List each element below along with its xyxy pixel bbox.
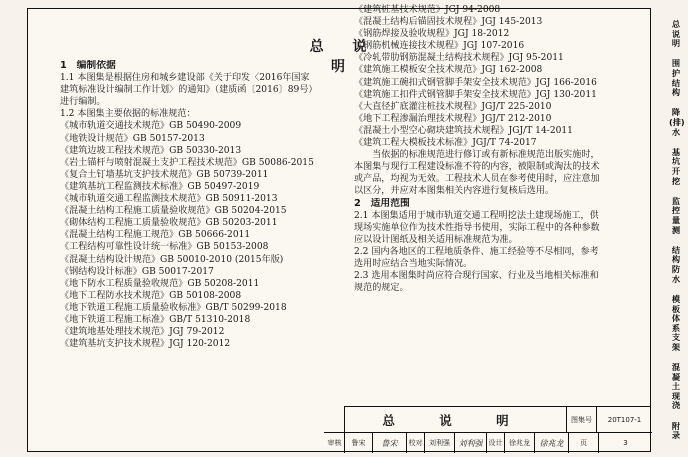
text-line: 《混凝土小型空心砌块建筑技术规程》JGJ/T 14-2011 <box>354 125 573 136</box>
text-line: 《城市轨道交通工程监测技术规范》GB 50911-2013 <box>60 194 278 205</box>
text-line: 1.1 本图集是根据住房和城乡建设部《关于印发〈2016年国家 <box>60 73 310 84</box>
design-label: 设计 <box>487 433 505 453</box>
sidebar-tab[interactable]: 混凝土现浇 <box>671 362 681 411</box>
title-block <box>327 406 651 452</box>
page-title: 总 说 明 <box>309 39 379 75</box>
text-line: 《砌体结构工程施工质量验收规范》GB 50203-2011 <box>60 218 278 229</box>
text-line: 《地铁设计规范》GB 50157-2013 <box>60 133 205 144</box>
section-heading: 1 编制依据 <box>60 60 116 71</box>
text-line: 《地下铁道工程施工质量验收标准》GB/T 50299-2018 <box>60 302 287 313</box>
designer-signature: 徐兆龙 <box>535 433 569 453</box>
text-line: 《地下防水工程质量验收规范》GB 50208-2011 <box>60 278 260 289</box>
check-label: 校对 <box>407 433 425 453</box>
text-line: 《地下工程渗漏治理技术规程》JGJ/T 212-2010 <box>354 113 552 124</box>
text-line: 《建筑施工扣件式钢管脚手架安全技术规范》JGJ 130-2011 <box>354 89 597 100</box>
reviewer-signature: 鲁宋 <box>373 433 407 453</box>
left-column <box>60 60 343 350</box>
text-line: 进行编制。 <box>60 97 106 108</box>
text-line: 《建筑基坑支护技术规程》JGJ 120-2012 <box>60 339 231 350</box>
text-line: 《岩土锚杆与喷射混凝土支护工程技术规范》GB 50086-2015 <box>60 157 314 168</box>
text-line: 选用时应结合当地实际情况。 <box>354 258 473 269</box>
text-line: 《混凝土结构设计规范》GB 50010-2010 (2015年版) <box>60 254 284 265</box>
text-line: 《地下工程防水技术规范》GB 50108-2008 <box>60 290 242 301</box>
checker-signature: 刘利强 <box>455 433 487 453</box>
text-line: 2.1 本图集适用于城市轨道交通工程明挖法土建现场施工，供 <box>354 210 599 221</box>
section-sidebar <box>664 8 688 453</box>
sidebar-tab[interactable]: 围护结构 <box>671 58 681 98</box>
text-line: 《建筑工程大模板技术标准》JGJ/T 74-2017 <box>354 138 537 149</box>
text-line: 《建筑施工模板安全技术规范》JGJ 162-2008 <box>354 65 543 76</box>
text-line: 《钢筋机械连接技术规程》JGJ 107-2016 <box>354 41 525 52</box>
title-block-title: 总 说 明 <box>345 407 567 433</box>
atlas-number: 20T107-1 <box>597 407 652 433</box>
sidebar-tab[interactable]: 监控量测 <box>671 195 681 235</box>
text-line: 规范的规定。 <box>354 283 409 294</box>
text-line: 本图集与现行工程建设标准不符的内容，被限制或淘汰的技术 <box>354 162 600 173</box>
sidebar-tab[interactable]: 结构防水 <box>671 244 681 284</box>
designer-name: 徐兆龙 <box>505 433 535 453</box>
text-line: 2.2 国内各地区的工程地质条件、施工经验等不尽相同，参考 <box>354 246 599 257</box>
text-line: 《建筑基坑工程监测技术标准》GB 50497-2019 <box>60 181 260 192</box>
text-line: 当依据的标准规范进行修订或有新标准规范出版实施时， <box>354 150 600 161</box>
sidebar-tab[interactable]: 基坑开挖 <box>671 146 681 186</box>
right-column <box>354 4 646 294</box>
text-line: 《建筑地基处理技术规范》JGJ 79-2012 <box>60 327 225 338</box>
text-line: 《混凝土结构工程施工规范》GB 50666-2011 <box>60 230 251 241</box>
text-line: 《建筑施工碗扣式钢管脚手架安全技术规范》JGJ 166-2016 <box>354 77 597 88</box>
text-line: 《建筑桩基技术规范》JGJ 94-2008 <box>354 5 501 15</box>
text-line: 《建筑边坡工程技术规范》GB 50330-2013 <box>60 145 242 156</box>
text-line: 《大直径扩底灌注桩技术规程》JGJ/T 225-2010 <box>354 101 552 112</box>
text-line: 《冷轧带肋钢筋混凝土结构技术规程》JGJ 95-2011 <box>354 53 564 64</box>
reviewer-name: 鲁宋 <box>345 433 373 453</box>
text-line: 2.3 选用本图集时尚应符合现行国家、行业及当地相关标准和 <box>354 271 599 282</box>
sidebar-tab[interactable]: 降(排)水 <box>669 107 685 137</box>
signature-row <box>325 433 652 453</box>
section-heading: 2 适用范围 <box>354 197 410 209</box>
text-line: 以区分，并应对本图集相关内容进行复核后选用。 <box>354 186 555 197</box>
sidebar-tab[interactable]: 总说明 <box>671 19 681 49</box>
text-line: 《城市轨道交通技术规范》GB 50490-2009 <box>60 121 242 132</box>
sidebar-tab[interactable]: 附录 <box>671 420 681 441</box>
text-line: 或产品，均视为无效。工程技术人员在参考使用时，应注意加 <box>354 174 600 185</box>
text-line: 1.2 本图集主要依据的标准规范： <box>60 109 196 120</box>
text-line: 《混凝土结构后锚固技术规程》JGJ 145-2013 <box>354 17 543 28</box>
page-number: 3 <box>623 439 628 447</box>
text-line: 《复合土钉墙基坑支护技术规范》GB 50739-2011 <box>60 169 269 180</box>
text-line: 《地下铁道工程施工标准》GB/T 51310-2018 <box>60 314 251 325</box>
sidebar-tab[interactable]: 模板体系支架 <box>671 293 681 352</box>
page-label: 页 <box>569 433 599 453</box>
text-line: 《钢结构设计标准》GB 50017-2017 <box>60 266 214 277</box>
text-line: 应以设计图纸及相关适用标准规范为准。 <box>354 234 518 245</box>
text-line: 现场实施单位作为技术性指导书使用，实际工程中的各种参数 <box>354 222 600 233</box>
text-line: 建筑标准设计编制工作计划〉的通知》（建质函〔2016〕89号） <box>60 85 318 96</box>
review-label: 审核 <box>325 433 345 453</box>
text-line: 《混凝土结构工程施工质量验收规范》GB 50204-2015 <box>60 206 287 217</box>
text-line: 《工程结构可靠性设计统一标准》GB 50153-2008 <box>60 242 269 253</box>
atlas-number-label: 图集号 <box>567 407 597 433</box>
checker-name: 刘利强 <box>425 433 455 453</box>
text-line: 《钢筋焊接及验收规程》JGJ 18-2012 <box>354 29 510 40</box>
